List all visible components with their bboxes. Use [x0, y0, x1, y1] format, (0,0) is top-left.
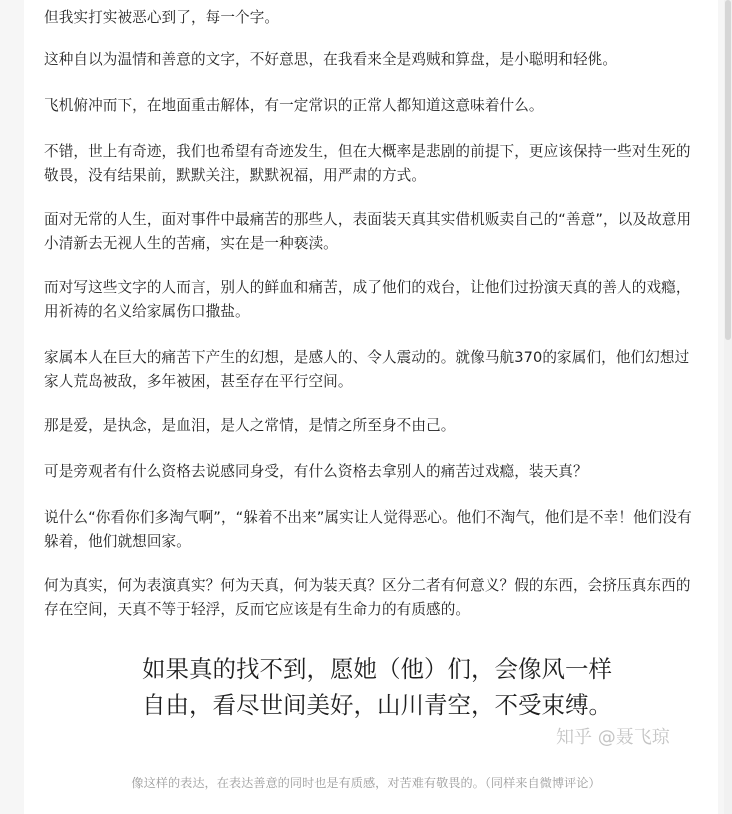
quote-line-1: 如果真的找不到，愿她（他）们，会像风一样 [142, 655, 612, 683]
paragraph-7: 家属本人在巨大的痛苦下产生的幻想，是感人的、令人震动的。就像马航370的家属们，他们幻想过家人荒岛被敌，多年被困，甚至存在平行空间。 [44, 349, 690, 390]
paragraph-8: 那是爱，是执念，是血泪，是人之常情，是情之所至身不由己。 [44, 417, 456, 434]
vertical-scrollbar[interactable] [724, 0, 732, 814]
paragraph-6: 而对写这些文字的人而言，别人的鲜血和痛苦，成了他们的戏台，让他们过扮演天真的善人的戏瘾，用祈祷的名义给家属伤口撒盐。 [44, 279, 691, 320]
zhihu-watermark: 知乎 @聂飞琼 [556, 727, 670, 748]
paragraph-1: 但我实打实被恶心到了，每一个字。 [44, 9, 280, 26]
paragraph-2: 这种自以为温情和善意的文字，不好意思，在我看来全是鸡贼和算盘，是小聪明和轻佻。 [44, 51, 618, 68]
quote-image [102, 640, 696, 758]
image-caption: 像这样的表达，在表达善意的同时也是有质感，对苦难有敬畏的。（同样来自微博评论） [131, 776, 601, 790]
paragraph-3: 飞机俯冲而下，在地面重击解体，有一定常识的正常人都知道这意味着什么。 [44, 97, 544, 114]
quote-line-2: 自由，看尽世间美好，山川青空，不受束缚。 [142, 691, 612, 719]
paragraph-10: 说什么“你看你们多淘气啊”，“躲着不出来”属实让人觉得恶心。他们不淘气，他们是不幸！他们没有躲着，他们就想回家。 [44, 509, 692, 550]
paragraph-9: 可是旁观者有什么资格去说感同身受，有什么资格去拿别人的痛苦过戏瘾，装天真？ [44, 463, 588, 480]
paragraph-4: 不错，世上有奇迹，我们也希望有奇迹发生，但在大概率是悲剧的前提下，更应该保持一些对生死的敬畏，没有结果前，默默关注，默默祝福，用严肃的方式。 [44, 143, 691, 184]
paragraph-5: 面对无常的人生，面对事件中最痛苦的那些人，表面装天真其实借机贩卖自己的“善意”，以及故意用小清新去无视人生的苦痛，实在是一种亵渎。 [44, 211, 692, 252]
paragraph-11: 何为真实，何为表演真实？何为天真，何为装天真？区分二者有何意义？假的东西，会挤压真东西的存在空间，天真不等于轻浮，反而它应该是有生命力的有质感的。 [44, 577, 691, 618]
scrollbar-thumb[interactable] [725, 0, 731, 340]
